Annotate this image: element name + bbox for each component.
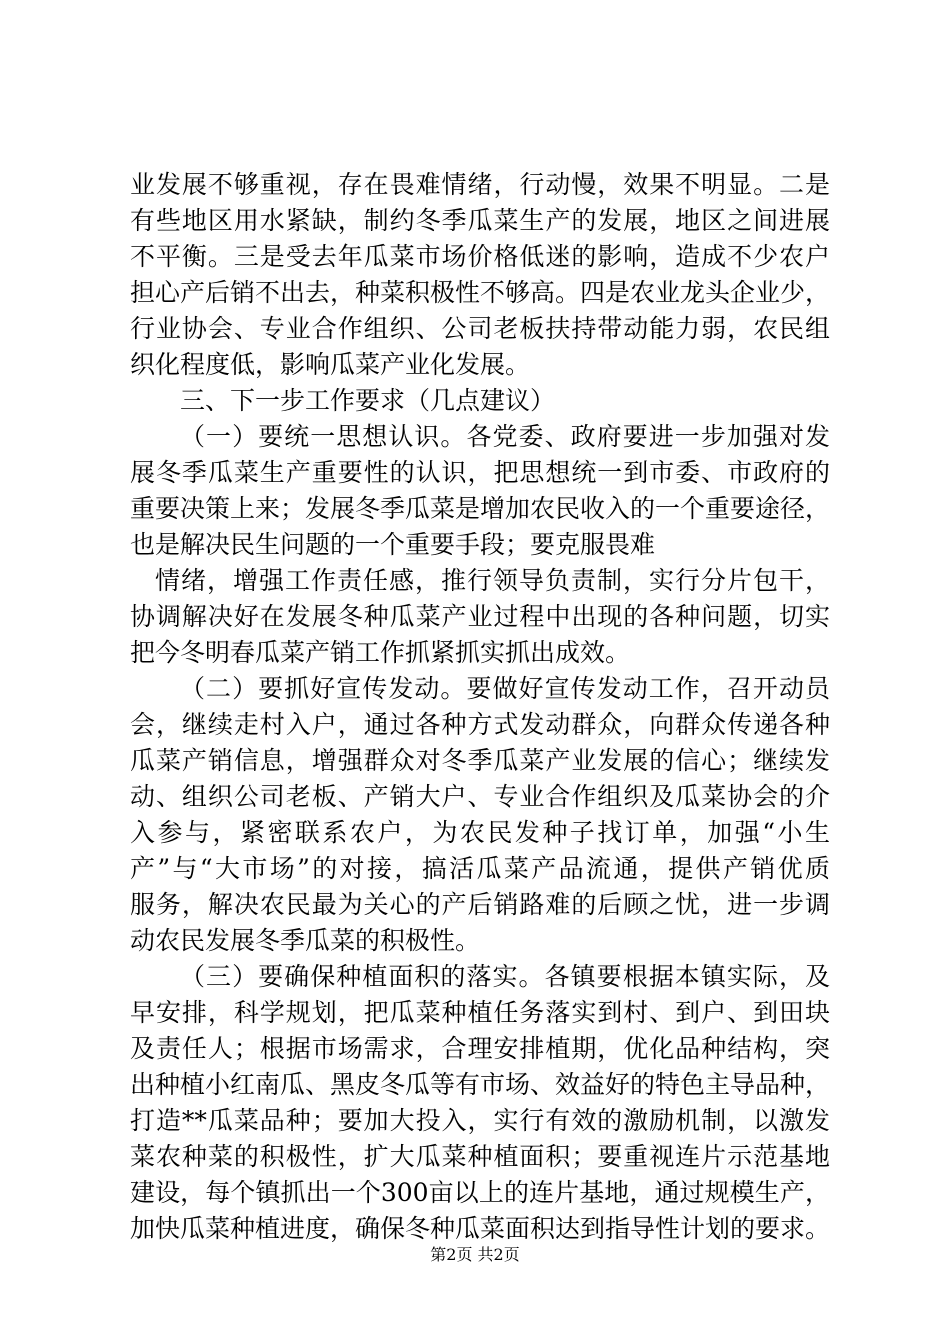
text-line: 早安排，科学规划，把瓜菜种植任务落实到村、到户、到田块 xyxy=(130,998,830,1027)
text-line: 织化程度低，影响瓜菜产业化发展。 xyxy=(130,350,531,379)
text-line: 有些地区用水紧缺，制约冬季瓜菜生产的发展，地区之间进展 xyxy=(130,206,830,235)
section-heading: 三、下一步工作要求（几点建议） xyxy=(180,386,556,415)
text-line: 建设，每个镇抓出一个300亩以上的连片基地，通过规模生产， xyxy=(130,1178,830,1207)
text-line: 担心产后销不出去，种菜积极性不够高。四是农业龙头企业少， xyxy=(130,278,831,307)
text-line: 产”与“大市场”的对接，搞活瓜菜产品流通，提供产销优质 xyxy=(130,854,830,883)
text-line: 行业协会、专业合作组织、公司老板扶持带动能力弱，农民组 xyxy=(130,314,830,343)
text-line: 打造**瓜菜品种；要加大投入，实行有效的激励机制，以激发 xyxy=(130,1106,830,1135)
text-line: 会，继续走村入户，通过各种方式发动群众，向群众传递各种 xyxy=(130,710,830,739)
document-body xyxy=(130,167,830,1247)
text-line: 不平衡。三是受去年瓜菜市场价格低迷的影响，造成不少农户 xyxy=(130,242,830,271)
page-number: 第2页 共2页 xyxy=(430,1245,520,1264)
text-line: 业发展不够重视，存在畏难情绪，行动慢，效果不明显。二是 xyxy=(130,170,830,199)
text-line: 出种植小红南瓜、黑皮冬瓜等有市场、效益好的特色主导品种， xyxy=(130,1070,831,1099)
text-line: 菜农种菜的积极性，扩大瓜菜种植面积；要重视连片示范基地 xyxy=(130,1142,830,1171)
text-line: 及责任人；根据市场需求，合理安排植期，优化品种结构，突 xyxy=(130,1034,830,1063)
text-line: 瓜菜产销信息，增强群众对冬季瓜菜产业发展的信心；继续发 xyxy=(130,746,830,775)
paragraph-start: （二）要抓好宣传发动。要做好宣传发动工作，召开动员 xyxy=(180,674,830,703)
text-line: 也是解决民生问题的一个重要手段；要克服畏难 xyxy=(130,530,656,559)
page-footer xyxy=(0,1245,950,1265)
text-line: 展冬季瓜菜生产重要性的认识，把思想统一到市委、市政府的 xyxy=(130,458,830,487)
text-line: 情绪，增强工作责任感，推行领导负责制，实行分片包干， xyxy=(155,566,830,595)
text-line: 入参与，紧密联系农户，为农民发种子找订单，加强“小生 xyxy=(130,818,830,847)
text-line: 动农民发展冬季瓜菜的积极性。 xyxy=(130,926,481,955)
paragraph-start: （三）要确保种植面积的落实。各镇要根据本镇实际，及 xyxy=(180,962,830,991)
text-line: 重要决策上来；发展冬季瓜菜是增加农民收入的一个重要途径， xyxy=(130,494,831,523)
text-line: 加快瓜菜种植进度，确保冬种瓜菜面积达到指导性计划的要求。 xyxy=(130,1214,831,1243)
text-line: 协调解决好在发展冬种瓜菜产业过程中出现的各种问题，切实 xyxy=(130,602,830,631)
paragraph-start: （一）要统一思想认识。各党委、政府要进一步加强对发 xyxy=(180,422,830,451)
text-line: 服务，解决农民最为关心的产后销路难的后顾之忧，进一步调 xyxy=(130,890,830,919)
text-line: 把今冬明春瓜菜产销工作抓紧抓实抓出成效。 xyxy=(130,638,631,667)
text-line: 动、组织公司老板、产销大户、专业合作组织及瓜菜协会的介 xyxy=(130,782,830,811)
